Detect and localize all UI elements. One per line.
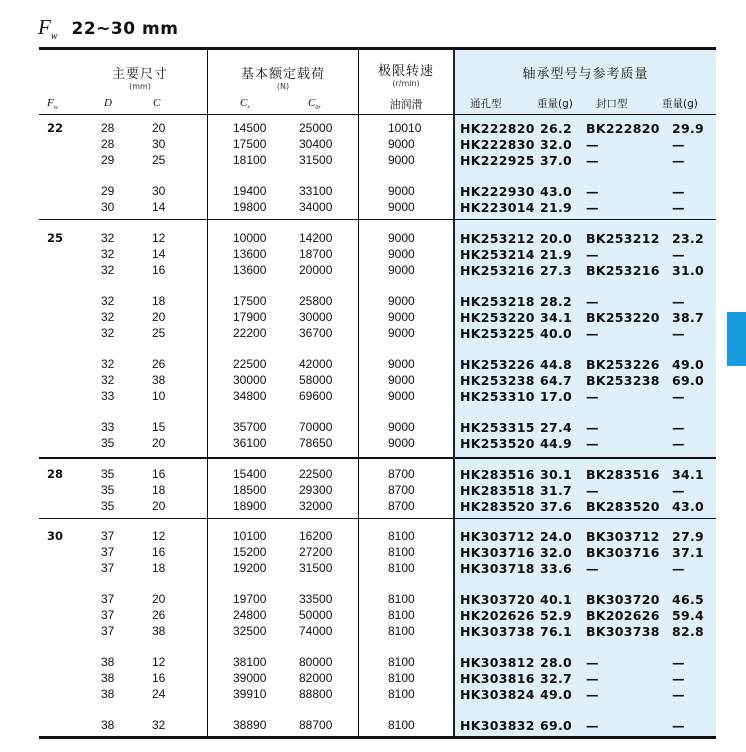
cell-w1: 44.8: [540, 357, 573, 372]
cell-cr: 18100: [233, 153, 267, 167]
cell-d: 29: [101, 153, 115, 167]
cell-w1: 28.0: [540, 655, 573, 670]
cell-w1: 21.9: [540, 200, 573, 215]
cell-d: 37: [101, 608, 115, 622]
cell-bk: BK253238: [586, 373, 660, 388]
header-oil-lubrication: 油润滑: [389, 98, 423, 111]
cell-w1: 21.9: [540, 247, 573, 262]
cell-w1: 49.0: [540, 687, 573, 702]
cell-c: 24: [152, 687, 166, 701]
cell-c0: 31500: [299, 153, 333, 167]
cell-d: 33: [101, 389, 115, 403]
cell-d: 35: [101, 436, 115, 450]
cell-d: 37: [101, 545, 115, 559]
cell-cr: 14500: [233, 121, 267, 135]
cell-w2: 34.1: [672, 467, 705, 482]
cell-w1: 20.0: [540, 231, 573, 246]
cell-w1: 44.9: [540, 436, 573, 451]
cell-d: 32: [101, 310, 115, 324]
cell-speed: 8100: [388, 592, 415, 606]
cell-c0: 50000: [299, 608, 333, 622]
cell-speed: 9000: [388, 373, 415, 387]
cell-c0: 16200: [299, 529, 333, 543]
cell-c: 16: [152, 467, 166, 481]
cell-c0: 58000: [299, 373, 333, 387]
cell-speed: 8100: [388, 545, 415, 559]
cell-d: 28: [101, 121, 115, 135]
page-title: [38, 15, 178, 41]
cell-cr: 39000: [233, 671, 267, 685]
cell-speed: 9000: [388, 357, 415, 371]
cell-bk: —: [586, 483, 599, 498]
cell-d: 37: [101, 529, 115, 543]
cell-w1: 40.0: [540, 326, 573, 341]
cell-speed: 8100: [388, 529, 415, 543]
cell-speed: 9000: [388, 263, 415, 277]
cell-w1: 69.0: [540, 718, 573, 733]
cell-fw: 28: [47, 467, 64, 481]
cell-w2: 59.4: [672, 608, 705, 623]
cell-cr: 32500: [233, 624, 267, 638]
cell-cr: 15400: [233, 467, 267, 481]
symbol-c: C: [153, 97, 161, 109]
cell-bk: —: [586, 420, 599, 435]
cell-hk: HK222925: [460, 153, 535, 168]
cell-hk: HK303718: [460, 561, 535, 576]
cell-c: 12: [152, 231, 166, 245]
cell-w2: 82.8: [672, 624, 705, 639]
cell-c: 20: [152, 121, 166, 135]
cell-c: 26: [152, 357, 166, 371]
cell-speed: 8100: [388, 655, 415, 669]
cell-w1: 27.3: [540, 263, 573, 278]
symbol-cr: $C_r$: [240, 97, 250, 112]
cell-w2: —: [672, 561, 685, 576]
cell-d: 32: [101, 357, 115, 371]
cell-w2: —: [672, 137, 685, 152]
cell-c: 20: [152, 310, 166, 324]
bottom-rule: [39, 736, 716, 739]
cell-c0: 31500: [299, 561, 333, 575]
cell-w2: 38.7: [672, 310, 705, 325]
cell-cr: 18500: [233, 483, 267, 497]
cell-speed: 9000: [388, 436, 415, 450]
cell-w1: 33.6: [540, 561, 573, 576]
cell-hk: HK303712: [460, 529, 535, 544]
cell-hk: HK253226: [460, 357, 535, 372]
cell-w2: —: [672, 247, 685, 262]
cell-w2: —: [672, 420, 685, 435]
cell-speed: 9000: [388, 247, 415, 261]
cell-hk: HK303738: [460, 624, 535, 639]
cell-w2: —: [672, 718, 685, 733]
cell-w2: 27.9: [672, 529, 705, 544]
cell-bk: —: [586, 389, 599, 404]
cell-d: 32: [101, 373, 115, 387]
cell-d: 38: [101, 655, 115, 669]
cell-cr: 15200: [233, 545, 267, 559]
cell-speed: 9000: [388, 153, 415, 167]
cell-hk: HK303720: [460, 592, 535, 607]
header-load: 基本额定载荷 (N): [240, 67, 325, 91]
cell-c0: 80000: [299, 655, 333, 669]
cell-bk: —: [586, 294, 599, 309]
cell-bk: BK283520: [586, 499, 660, 514]
cell-d: 38: [101, 671, 115, 685]
cell-speed: 8100: [388, 671, 415, 685]
cell-cr: 17500: [233, 137, 267, 151]
cell-c: 18: [152, 561, 166, 575]
cell-c0: 25000: [299, 121, 333, 135]
cell-c0: 69600: [299, 389, 333, 403]
cell-speed: 9000: [388, 137, 415, 151]
cell-w2: —: [672, 389, 685, 404]
header-main-dims: 主要尺寸 (mm): [111, 67, 168, 91]
cell-bk: BK253212: [586, 231, 660, 246]
cell-w1: 17.0: [540, 389, 573, 404]
cell-bk: —: [586, 326, 599, 341]
cell-d: 37: [101, 561, 115, 575]
cell-bk: BK303712: [586, 529, 660, 544]
cell-w1: 32.7: [540, 671, 573, 686]
cell-w2: —: [672, 436, 685, 451]
cell-c: 20: [152, 499, 166, 513]
cell-hk: HK253310: [460, 389, 535, 404]
cell-c0: 33100: [299, 184, 333, 198]
cell-c0: 30000: [299, 310, 333, 324]
group-rule-30: [39, 518, 716, 519]
cell-c0: 88800: [299, 687, 333, 701]
cell-w1: 28.2: [540, 294, 573, 309]
cell-c0: 29300: [299, 483, 333, 497]
cell-c0: 27200: [299, 545, 333, 559]
cell-bk: —: [586, 561, 599, 576]
cell-bk: —: [586, 436, 599, 451]
cell-cr: 19700: [233, 592, 267, 606]
cell-c: 25: [152, 153, 166, 167]
cell-speed: 8100: [388, 687, 415, 701]
cell-c: 12: [152, 529, 166, 543]
cell-hk: HK253218: [460, 294, 535, 309]
group-rule-28: [39, 457, 716, 459]
cell-d: 30: [101, 200, 115, 214]
cell-c0: 74000: [299, 624, 333, 638]
cell-d: 32: [101, 326, 115, 340]
cell-hk: HK303824: [460, 687, 535, 702]
cell-c: 30: [152, 137, 166, 151]
cell-hk: HK253216: [460, 263, 535, 278]
cell-w2: 29.9: [672, 121, 705, 136]
cell-c: 16: [152, 671, 166, 685]
cell-c0: 14200: [299, 231, 333, 245]
cell-c0: 88700: [299, 718, 333, 732]
cell-cr: 35700: [233, 420, 267, 434]
cell-hk: HK253520: [460, 436, 535, 451]
cell-cr: 39910: [233, 687, 267, 701]
cell-hk: HK202626: [460, 608, 535, 623]
cell-w2: 43.0: [672, 499, 705, 514]
cell-cr: 17900: [233, 310, 267, 324]
header-bearing: 轴承型号与参考质量: [522, 67, 649, 82]
cell-hk: HK253212: [460, 231, 535, 246]
cell-d: 38: [101, 687, 115, 701]
cell-c: 10: [152, 389, 166, 403]
cell-w2: —: [672, 184, 685, 199]
cell-c: 12: [152, 655, 166, 669]
cell-cr: 36100: [233, 436, 267, 450]
cell-cr: 22500: [233, 357, 267, 371]
cell-speed: 8100: [388, 561, 415, 575]
cell-hk: HK283518: [460, 483, 535, 498]
cell-bk: BK253226: [586, 357, 660, 372]
cell-c: 30: [152, 184, 166, 198]
cell-c0: 18700: [299, 247, 333, 261]
divider-dims: [207, 50, 208, 736]
cell-speed: 8100: [388, 608, 415, 622]
cell-d: 35: [101, 499, 115, 513]
symbol-d: D: [104, 97, 112, 109]
cell-d: 33: [101, 420, 115, 434]
cell-cr: 18900: [233, 499, 267, 513]
cell-c: 20: [152, 592, 166, 606]
cell-w1: 76.1: [540, 624, 573, 639]
header-closed-type: 封口型: [596, 98, 628, 110]
cell-hk: HK303716: [460, 545, 535, 560]
cell-cr: 19200: [233, 561, 267, 575]
cell-w2: —: [672, 153, 685, 168]
cell-w1: 32.0: [540, 545, 573, 560]
cell-speed: 8100: [388, 624, 415, 638]
cell-w1: 37.6: [540, 499, 573, 514]
cell-d: 29: [101, 184, 115, 198]
cell-c: 26: [152, 608, 166, 622]
cell-c0: 34000: [299, 200, 333, 214]
cell-bk: —: [586, 687, 599, 702]
cell-speed: 8700: [388, 467, 415, 481]
cell-d: 32: [101, 294, 115, 308]
cell-cr: 22200: [233, 326, 267, 340]
cell-bk: BK303720: [586, 592, 660, 607]
cell-hk: HK222930: [460, 184, 535, 199]
cell-w1: 30.1: [540, 467, 573, 482]
cell-c: 16: [152, 263, 166, 277]
cell-c0: 20000: [299, 263, 333, 277]
cell-w1: 26.2: [540, 121, 573, 136]
cell-c0: 78650: [299, 436, 333, 450]
cell-c: 15: [152, 420, 166, 434]
cell-w1: 34.1: [540, 310, 573, 325]
cell-w1: 27.4: [540, 420, 573, 435]
cell-w2: —: [672, 671, 685, 686]
cell-c0: 36700: [299, 326, 333, 340]
cell-w2: 46.5: [672, 592, 705, 607]
cell-w1: 31.7: [540, 483, 573, 498]
cell-bk: BK283516: [586, 467, 660, 482]
cell-speed: 9000: [388, 184, 415, 198]
cell-w1: 37.0: [540, 153, 573, 168]
cell-w1: 32.0: [540, 137, 573, 152]
cell-fw: 30: [47, 529, 64, 543]
cell-speed: 9000: [388, 294, 415, 308]
cell-d: 35: [101, 483, 115, 497]
cell-c: 18: [152, 483, 166, 497]
cell-bk: BK253220: [586, 310, 660, 325]
cell-hk: HK222820: [460, 121, 535, 136]
cell-w2: 49.0: [672, 357, 705, 372]
cell-w2: —: [672, 294, 685, 309]
cell-hk: HK253214: [460, 247, 535, 262]
cell-bk: —: [586, 671, 599, 686]
cell-c0: 22500: [299, 467, 333, 481]
cell-w2: 23.2: [672, 231, 705, 246]
cell-hk: HK222830: [460, 137, 535, 152]
fw-symbol: $F_w$: [38, 15, 58, 43]
cell-bk: —: [586, 153, 599, 168]
cell-speed: 8700: [388, 499, 415, 513]
cell-bk: —: [586, 655, 599, 670]
cell-speed: 8100: [388, 718, 415, 732]
cell-c: 25: [152, 326, 166, 340]
cell-c: 20: [152, 436, 166, 450]
cell-d: 32: [101, 263, 115, 277]
cell-hk: HK303832: [460, 718, 535, 733]
cell-cr: 34800: [233, 389, 267, 403]
cell-bk: —: [586, 137, 599, 152]
cell-speed: 9000: [388, 389, 415, 403]
cell-w2: —: [672, 655, 685, 670]
cell-hk: HK303812: [460, 655, 535, 670]
cell-bk: BK202626: [586, 608, 660, 623]
cell-w2: 69.0: [672, 373, 705, 388]
cell-speed: 9000: [388, 310, 415, 324]
cell-d: 32: [101, 247, 115, 261]
cell-c: 32: [152, 718, 166, 732]
cell-c: 18: [152, 294, 166, 308]
symbol-c0r: $C_{0r}$: [308, 97, 321, 112]
cell-speed: 10010: [388, 121, 422, 135]
cell-w2: 31.0: [672, 263, 705, 278]
cell-c0: 25800: [299, 294, 333, 308]
cell-fw: 25: [47, 231, 64, 245]
symbol-fw: $F_w$: [47, 97, 58, 112]
cell-bk: —: [586, 718, 599, 733]
cell-bk: —: [586, 247, 599, 262]
cell-c: 38: [152, 373, 166, 387]
cell-c0: 70000: [299, 420, 333, 434]
cell-w2: —: [672, 200, 685, 215]
cell-w2: —: [672, 483, 685, 498]
header-weight-2: 重量(g): [662, 98, 698, 110]
cell-speed: 8700: [388, 483, 415, 497]
divider-speed: [453, 50, 455, 736]
cell-cr: 13600: [233, 247, 267, 261]
cell-w1: 52.9: [540, 608, 573, 623]
header-weight-1: 重量(g): [537, 98, 573, 110]
cell-w2: 37.1: [672, 545, 705, 560]
cell-cr: 38100: [233, 655, 267, 669]
cell-w1: 43.0: [540, 184, 573, 199]
top-rule: [39, 47, 716, 50]
cell-bk: BK222820: [586, 121, 660, 136]
cell-hk: HK223014: [460, 200, 535, 215]
cell-cr: 19400: [233, 184, 267, 198]
cell-bk: —: [586, 184, 599, 199]
cell-d: 37: [101, 624, 115, 638]
cell-bk: BK303716: [586, 545, 660, 560]
cell-speed: 9000: [388, 420, 415, 434]
cell-c: 38: [152, 624, 166, 638]
cell-speed: 9000: [388, 326, 415, 340]
cell-c: 16: [152, 545, 166, 559]
header-rule: [39, 114, 716, 115]
cell-cr: 10100: [233, 529, 267, 543]
cell-c0: 82000: [299, 671, 333, 685]
cell-bk: BK253216: [586, 263, 660, 278]
group-rule-25: [39, 219, 716, 220]
cell-cr: 17500: [233, 294, 267, 308]
cell-w1: 64.7: [540, 373, 573, 388]
cell-speed: 9000: [388, 231, 415, 245]
cell-d: 38: [101, 718, 115, 732]
cell-c: 14: [152, 200, 166, 214]
cell-hk: HK303816: [460, 671, 535, 686]
cell-hk: HK283516: [460, 467, 535, 482]
cell-w1: 24.0: [540, 529, 573, 544]
cell-hk: HK253315: [460, 420, 535, 435]
cell-cr: 10000: [233, 231, 267, 245]
cell-cr: 13600: [233, 263, 267, 277]
cell-d: 37: [101, 592, 115, 606]
section-tab: [727, 312, 746, 366]
cell-fw: 22: [47, 121, 64, 135]
cell-c: 14: [152, 247, 166, 261]
cell-cr: 19800: [233, 200, 267, 214]
cell-cr: 38890: [233, 718, 267, 732]
size-range: 22~30 mm: [71, 19, 179, 39]
cell-bk: BK303738: [586, 624, 660, 639]
cell-d: 28: [101, 137, 115, 151]
cell-hk: HK253220: [460, 310, 535, 325]
header-speed: 极限转速 (r/min): [377, 64, 434, 88]
cell-w2: —: [672, 326, 685, 341]
divider-load: [358, 50, 359, 736]
cell-d: 35: [101, 467, 115, 481]
cell-hk: HK253238: [460, 373, 535, 388]
cell-w1: 40.1: [540, 592, 573, 607]
cell-cr: 24800: [233, 608, 267, 622]
header-through-type: 通孔型: [470, 98, 502, 110]
cell-d: 32: [101, 231, 115, 245]
cell-bk: —: [586, 200, 599, 215]
cell-w2: —: [672, 687, 685, 702]
cell-c0: 42000: [299, 357, 333, 371]
cell-hk: HK253225: [460, 326, 535, 341]
cell-c0: 30400: [299, 137, 333, 151]
cell-hk: HK283520: [460, 499, 535, 514]
cell-speed: 9000: [388, 200, 415, 214]
cell-c0: 32000: [299, 499, 333, 513]
cell-cr: 30000: [233, 373, 267, 387]
cell-c0: 33500: [299, 592, 333, 606]
